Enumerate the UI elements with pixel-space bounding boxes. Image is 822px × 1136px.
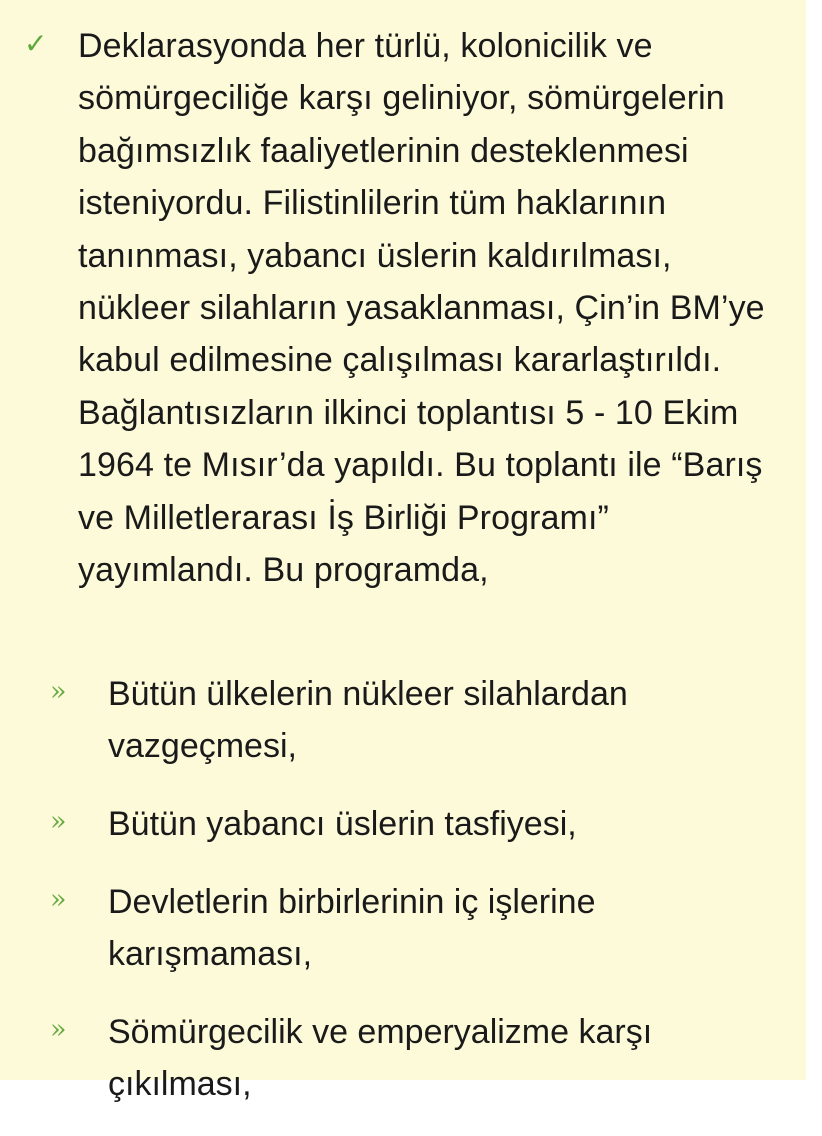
checklist-item — [18, 20, 788, 596]
double-chevron-icon: » — [50, 806, 67, 837]
list-item-text: Bütün yabancı üslerin tasfiyesi, — [108, 805, 577, 843]
list-item-text: Devletlerin birbirlerinin iç işlerine karışmaması, — [108, 883, 596, 973]
double-chevron-icon: » — [50, 1014, 67, 1045]
list-item-text: Sömürgecilik ve emperyalizme karşı çıkılması, — [108, 1013, 653, 1103]
list-item — [0, 876, 790, 980]
list-item — [0, 798, 790, 850]
checkmark-icon: ✓ — [24, 27, 48, 60]
paragraph-text: Deklarasyonda her türlü, kolonicilik ve sömürgeciliğe karşı geliniyor, sömürgelerin bağımsızlık faaliyetlerinin desteklenmesi isteniyordu. Filistinlilerin tüm haklarının tanınması, yabancı üslerin kaldırılması, nükleer silahların yasaklanması, Çin’in BM’ye kabul edilmesine çalışılması kararlaştırıldı. Bağlantısızların ilkinci toplantısı 5 - 10 Ekim 1964 te Mısır’da yapıldı. Bu toplantı ile “Barış ve Milletlerarası İş Birliği Programı” yayımlandı. Bu programda, — [78, 27, 765, 590]
list-item — [0, 1006, 790, 1110]
double-chevron-icon: » — [50, 676, 67, 707]
program-list — [0, 668, 790, 1136]
list-item — [0, 668, 790, 772]
double-chevron-icon: » — [50, 884, 67, 915]
list-item-text: Bütün ülkelerin nükleer silahlardan vazgeçmesi, — [108, 675, 628, 765]
